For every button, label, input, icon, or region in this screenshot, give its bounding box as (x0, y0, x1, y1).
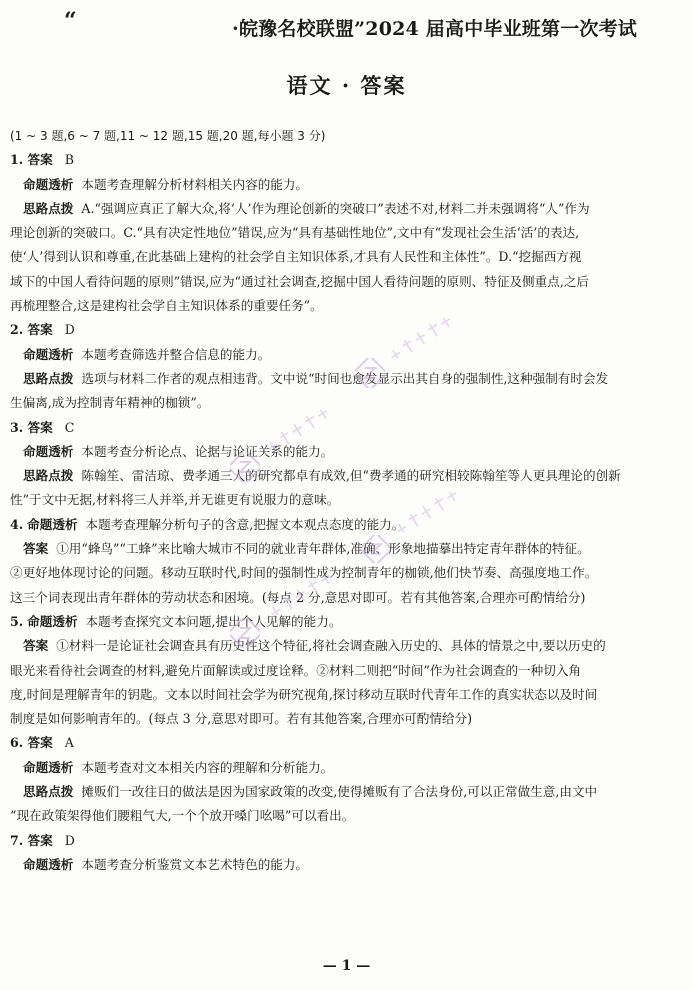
q6-hint-line-2: “现在政策架得他们腰粗气大,一个个放开嗓门吆喝”可以看出。 (10, 808, 355, 824)
q5-answer-line-4: 制度是如何影响青年的。(每点 3 分,意思对即可。若有其他答案,合理亦可酌情给分) (10, 711, 473, 727)
q1-answer (10, 148, 675, 172)
q2-answer (10, 318, 675, 342)
watermark-logo-icon (362, 535, 390, 563)
q1-hint-line-2: 理论创新的突破口。C.“具有决定性地位”错误,应为“具有基础性地位”,文中有“发现社会生活‘活’的表达, (10, 225, 580, 241)
q7-choice: D (64, 832, 75, 848)
watermark-stamp-icon (255, 410, 345, 450)
q7-analysis (10, 853, 675, 877)
q6-hint (10, 780, 675, 804)
q2-hint-label: 思路点拨 (23, 370, 74, 386)
q4-answer-line-3: 这三个词表现出青年群体的劳动状态和困境。(每点 2 分,意思对即可。若有其他答案,合理亦可酌情给分) (10, 589, 586, 605)
page-number: — 1 — (322, 958, 371, 974)
q1-analysis-text: 本题考查理解分析材料相关内容的能力。 (81, 176, 309, 192)
header-quote-mark: “ (64, 8, 77, 34)
q3-analysis-label: 命题透析 (23, 443, 74, 459)
q4-answer-line-2: ②更好地体现讨论的问题。移动互联时代,时间的强制性成为控制青年的枷锁,他们快节奏、高强度地工作。 (10, 565, 598, 581)
q2-number: 2. 答案 (10, 322, 53, 338)
q1-hint-line-4: 域下的中国人看待问题的原则”错误,应为“通过社会调查,挖掘中国人看待问题的原则、特征及侧重点,之后 (10, 273, 590, 289)
exam-title: ·皖豫名校联盟”2024 届高中毕业班第一次考试 (232, 18, 637, 40)
q3-number: 3. 答案 (10, 419, 53, 435)
q6-answer (10, 731, 675, 755)
q3-analysis-text: 本题考查分析论点、论据与论证关系的能力。 (81, 443, 334, 459)
q5-answer (10, 634, 675, 658)
page-header (0, 6, 693, 42)
q6-number: 6. 答案 (10, 735, 53, 751)
q2-analysis (10, 343, 675, 367)
watermark-logo-icon (355, 358, 385, 388)
q7-number: 7. 答案 (10, 832, 53, 848)
answer-content (10, 124, 675, 877)
q1-hint-line-1: A.“强调应真正了解大众,将‘人’作为理论创新的突破口”表述不对,材料二并未强调将“人”作为 (81, 200, 590, 216)
scoring-note: (1 ~ 3 题,6 ~ 7 题,11 ~ 12 题,15 题,20 题,每小题 3 分) (10, 129, 326, 143)
watermark-stamp-icon (384, 492, 474, 532)
q2-analysis-text: 本题考查筛选并整合信息的能力。 (81, 346, 271, 362)
q5-answer-line-1: ①材料一是论证社会调查具有历史性这个特征,将社会调查融入历史的、具体的情景之中,要以历史的 (56, 638, 606, 654)
q1-analysis-label: 命题透析 (23, 176, 74, 192)
q1-number: 1. 答案 (10, 152, 53, 168)
q7-analysis-text: 本题考查分析鉴赏文本艺术特色的能力。 (81, 856, 309, 872)
q6-hint-line-1: 摊贩们一改往日的做法是因为国家政策的改变,使得摊贩有了合法身份,可以正常做生意,由文中 (81, 784, 598, 800)
watermark-stamp-icon (378, 318, 468, 358)
q3-hint (10, 464, 675, 488)
q3-choice: C (64, 419, 75, 435)
q5-analysis-text: 本题考查探究文本问题,提出个人见解的能力。 (85, 613, 342, 629)
q3-hint-label: 思路点拨 (23, 468, 74, 484)
q5-answer-label: 答案 (23, 638, 49, 654)
q5-number: 5. (10, 613, 24, 629)
q5-answer-line-2: 眼光来看待社会调查的材料,避免片面解读或过度诠释。②材料二则把“时间”作为社会调查的一种切入角 (10, 662, 582, 678)
q3-hint-line-2: 性”于文中无据,材料将三人并举,并无谁更有说服力的意味。 (10, 492, 340, 508)
q4-analysis (10, 513, 675, 537)
q6-choice: A (64, 735, 74, 751)
subject-title: 语文 · 答案 (286, 73, 407, 98)
q4-answer-line-1: ①用“蜂鸟”“工蜂”来比喻大城市不同的就业青年群体,准确、形象地描摹出特定青年群体的特征。 (56, 541, 590, 557)
q2-hint (10, 367, 675, 391)
q1-hint-line-5: 再梳理整合,这是建构社会学自主知识体系的重要任务”。 (10, 298, 323, 314)
q1-hint-label: 思路点拨 (23, 200, 74, 216)
q4-analysis-text: 本题考查理解分析句子的含意,把握文本观点态度的能力。 (85, 516, 405, 532)
q2-hint-line-1: 选项与材料二作者的观点相违背。文中说“时间也愈发显示出其自身的强制性,这种强制有时会发 (81, 370, 609, 386)
q6-analysis (10, 756, 675, 780)
q1-analysis (10, 173, 675, 197)
q1-choice: B (64, 152, 75, 168)
watermark-stamp-icon (258, 575, 348, 615)
q5-analysis-label: 命题透析 (27, 613, 78, 629)
q2-analysis-label: 命题透析 (23, 346, 74, 362)
q4-answer-label: 答案 (23, 541, 49, 557)
q3-hint-line-1: 陈翰笙、雷洁琼、费孝通三人的研究都卓有成效,但“费孝通的研究相较陈翰笙等人更具理论的创新 (81, 468, 621, 484)
q6-hint-label: 思路点拨 (23, 784, 74, 800)
q7-answer (10, 829, 675, 853)
q7-analysis-label: 命题透析 (23, 856, 74, 872)
q6-analysis-label: 命题透析 (23, 759, 74, 775)
q1-hint-line-3: 使‘人’得到认识和尊重,在此基础上建构的社会学自主知识体系,才具有人民性和主体性”。D.“挖掘西方视 (10, 249, 582, 265)
q1-hint (10, 197, 675, 221)
q2-choice: D (64, 322, 75, 338)
watermark-logo-icon (230, 452, 260, 482)
q4-number: 4. (10, 516, 24, 532)
q4-analysis-label: 命题透析 (27, 516, 78, 532)
q4-answer (10, 537, 675, 561)
q2-hint-line-2: 生偏离,成为控制青年精神的枷锁”。 (10, 395, 210, 411)
q5-answer-line-3: 度,时间是理解青年的钥匙。文本以时间社会学为研究视角,探讨移动互联时代青年工作的真实状态以及时间 (10, 686, 598, 702)
q6-analysis-text: 本题考查对文本相关内容的理解和分析能力。 (81, 759, 334, 775)
watermark-logo-icon (230, 618, 260, 648)
